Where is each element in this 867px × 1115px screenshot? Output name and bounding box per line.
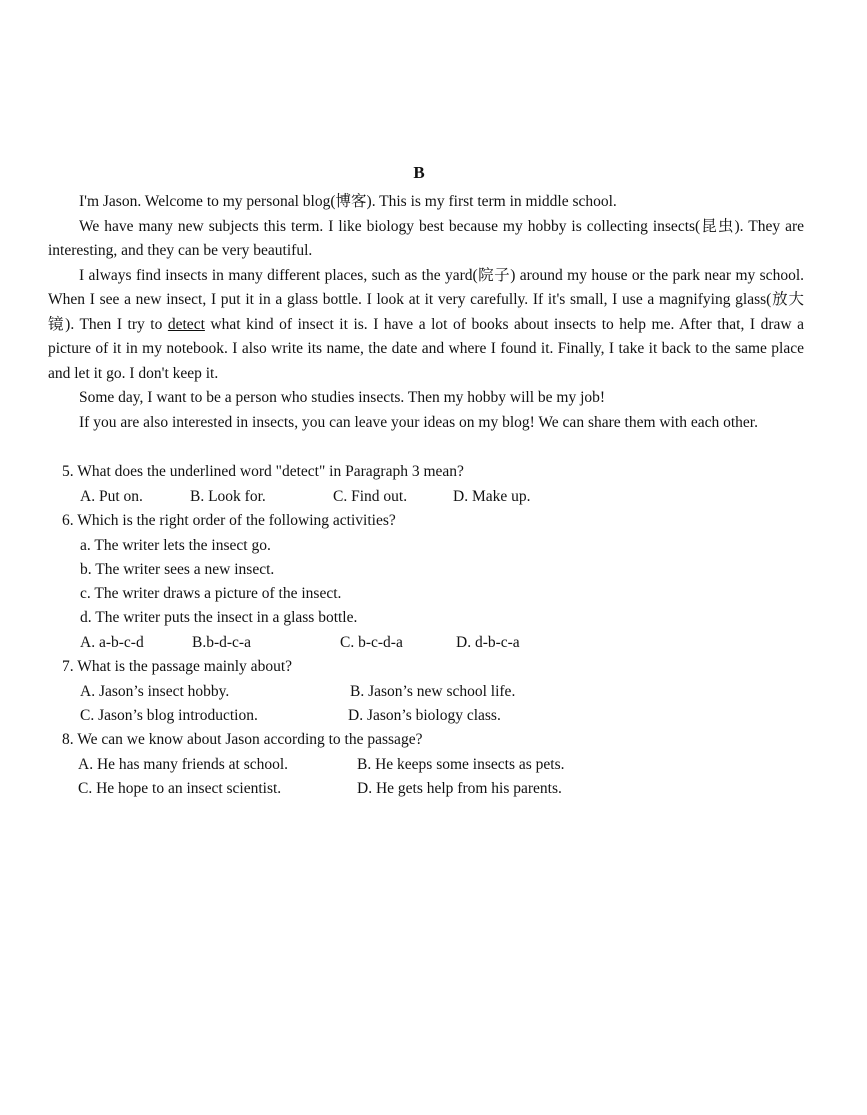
paragraph-3 [48, 264, 804, 387]
question-7-option-d: D. Jason’s biology class. [348, 707, 501, 724]
question-5-stem: 5. What does the underlined word "detect" in Paragraph 3 mean? [62, 463, 464, 480]
question-5-option-c: C. Find out. [333, 488, 408, 505]
question-7-option-a: A. Jason’s insect hobby. [80, 683, 230, 700]
question-8-option-a: A. He has many friends at school. [78, 756, 289, 773]
question-7-option-b: B. Jason’s new school life. [350, 683, 516, 700]
question-5-option-d: D. Make up. [453, 488, 531, 505]
paragraph-5: If you are also interested in insects, you can leave your ideas on my blog! We can share them with each other. [79, 413, 758, 431]
question-5-option-b: B. Look for. [190, 488, 266, 505]
paragraph-4: Some day, I want to be a person who studies insects. Then my hobby will be my job! [79, 389, 606, 406]
question-7-stem: 7. What is the passage mainly about? [62, 658, 293, 675]
paragraph-3-text-after: what kind of insect it is. I have a lot of books about insects to help me. After that, I draw a picture of it in my notebook. I also write its name, the date and where I found it. Finally, I take it back to the same place and let it go. I don't keep it. [48, 315, 804, 382]
paragraph-1: I'm Jason. Welcome to my personal blog(博客). This is my first term in middle school. [79, 193, 617, 210]
question-6-option-a: A. a-b-c-d [80, 634, 144, 651]
question-8-option-d: D. He gets help from his parents. [357, 780, 562, 797]
question-8-option-c: C. He hope to an insect scientist. [78, 780, 282, 797]
question-6-item-a: a. The writer lets the insect go. [80, 537, 271, 554]
question-6-item-b: b. The writer sees a new insect. [80, 561, 275, 578]
paragraph-3-text-before: I always find insects in many different places, such as the yard(院子) around my house or the park near my school. When I see a new insect, I put it in a glass bottle. I look at it very carefully. If it's small, I use a magnifying glass(放大镜). Then I try to [48, 266, 804, 333]
question-6-item-c: c. The writer draws a picture of the insect. [80, 585, 342, 602]
question-8-option-b: B. He keeps some insects as pets. [357, 756, 565, 773]
question-6-option-c: C. b-c-d-a [340, 634, 403, 651]
question-6-option-d: D. d-b-c-a [456, 634, 520, 651]
reading-passage [48, 190, 804, 435]
question-5-option-a: A. Put on. [80, 488, 143, 505]
paragraph-2: We have many new subjects this term. I like biology best because my hobby is collecting insects(昆虫). They are interesting, and they can be very beautiful. [48, 217, 804, 259]
question-7-option-c: C. Jason’s blog introduction. [80, 707, 258, 724]
question-6-option-b: B.b-d-c-a [192, 634, 251, 651]
section-title: B [413, 163, 425, 182]
underlined-word: detect [167, 315, 205, 333]
question-8-stem: 8. We can we know about Jason according to the passage? [62, 731, 423, 748]
question-6-stem: 6. Which is the right order of the following activities? [62, 512, 396, 529]
question-6-item-d: d. The writer puts the insect in a glass bottle. [80, 609, 358, 626]
